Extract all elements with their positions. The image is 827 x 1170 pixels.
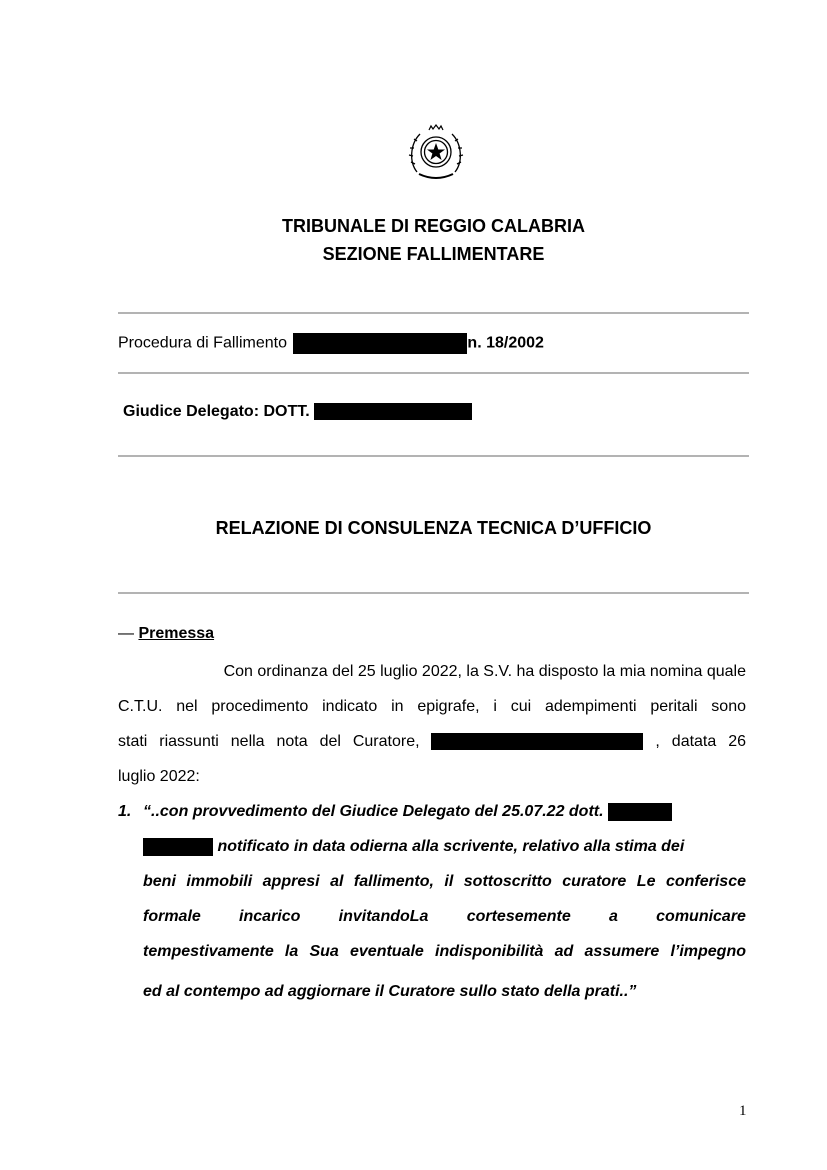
premessa-line-3: stati riassunti nella nota del Curatore, , datata 26: [118, 733, 747, 750]
item1-line-4: formale incarico invitandoLa cortesemente a comunicare: [143, 908, 746, 925]
court-name: TRIBUNALE DI REGGIO CALABRIA: [282, 216, 585, 236]
premessa-line-2: C.T.U. nel procedimento indicato in epigrafe, i cui adempimenti peritali sono: [118, 698, 746, 715]
item1-line-6: ed al contempo ad aggiornare il Curatore sullo stato della prati..”: [143, 983, 637, 1000]
judge-label: Giudice Delegato:: [123, 403, 260, 420]
page-number: 1: [739, 1103, 747, 1119]
premessa-line-4: luglio 2022:: [118, 768, 200, 785]
procedure-number: n. 18/2002: [467, 334, 544, 352]
court-section: SEZIONE FALLIMENTARE: [322, 244, 545, 264]
judge-line: [123, 403, 472, 421]
premessa-heading: [118, 625, 214, 643]
divider-1: [118, 312, 749, 314]
item1-line-5: tempestivamente la Sua eventuale indisponibilità ad assumere l’impegno: [143, 943, 746, 960]
item1-line-3: beni immobili appresi al fallimento, il sottoscritto curatore Le conferisce: [143, 873, 746, 890]
item1-line-2: notificato in data odierna alla scrivente, relativo alla stima dei: [143, 838, 746, 856]
report-title: RELAZIONE DI CONSULENZA TECNICA D’UFFICIO: [215, 518, 652, 538]
divider-3: [118, 455, 749, 457]
premessa-title: Premessa: [138, 625, 215, 642]
redacted-block: [293, 333, 467, 354]
judge-title: DOTT.: [263, 403, 310, 420]
dash: —: [118, 625, 134, 642]
divider-4: [118, 592, 749, 594]
procedure-label: Procedura di Fallimento: [118, 334, 287, 352]
redacted-block: [314, 403, 472, 420]
redacted-block: [608, 803, 672, 821]
item1-line-1: “..con provvedimento del Giudice Delegato del 25.07.22 dott.: [143, 803, 746, 821]
premessa-line-1: Con ordinanza del 25 luglio 2022, la S.V. ha disposto la mia nomina quale: [223, 663, 746, 680]
redacted-block: [431, 733, 643, 750]
procedure-line: [118, 333, 544, 354]
redacted-block: [143, 838, 213, 856]
list-number: 1.: [118, 803, 132, 820]
republic-emblem: [407, 124, 465, 184]
divider-2: [118, 372, 749, 374]
